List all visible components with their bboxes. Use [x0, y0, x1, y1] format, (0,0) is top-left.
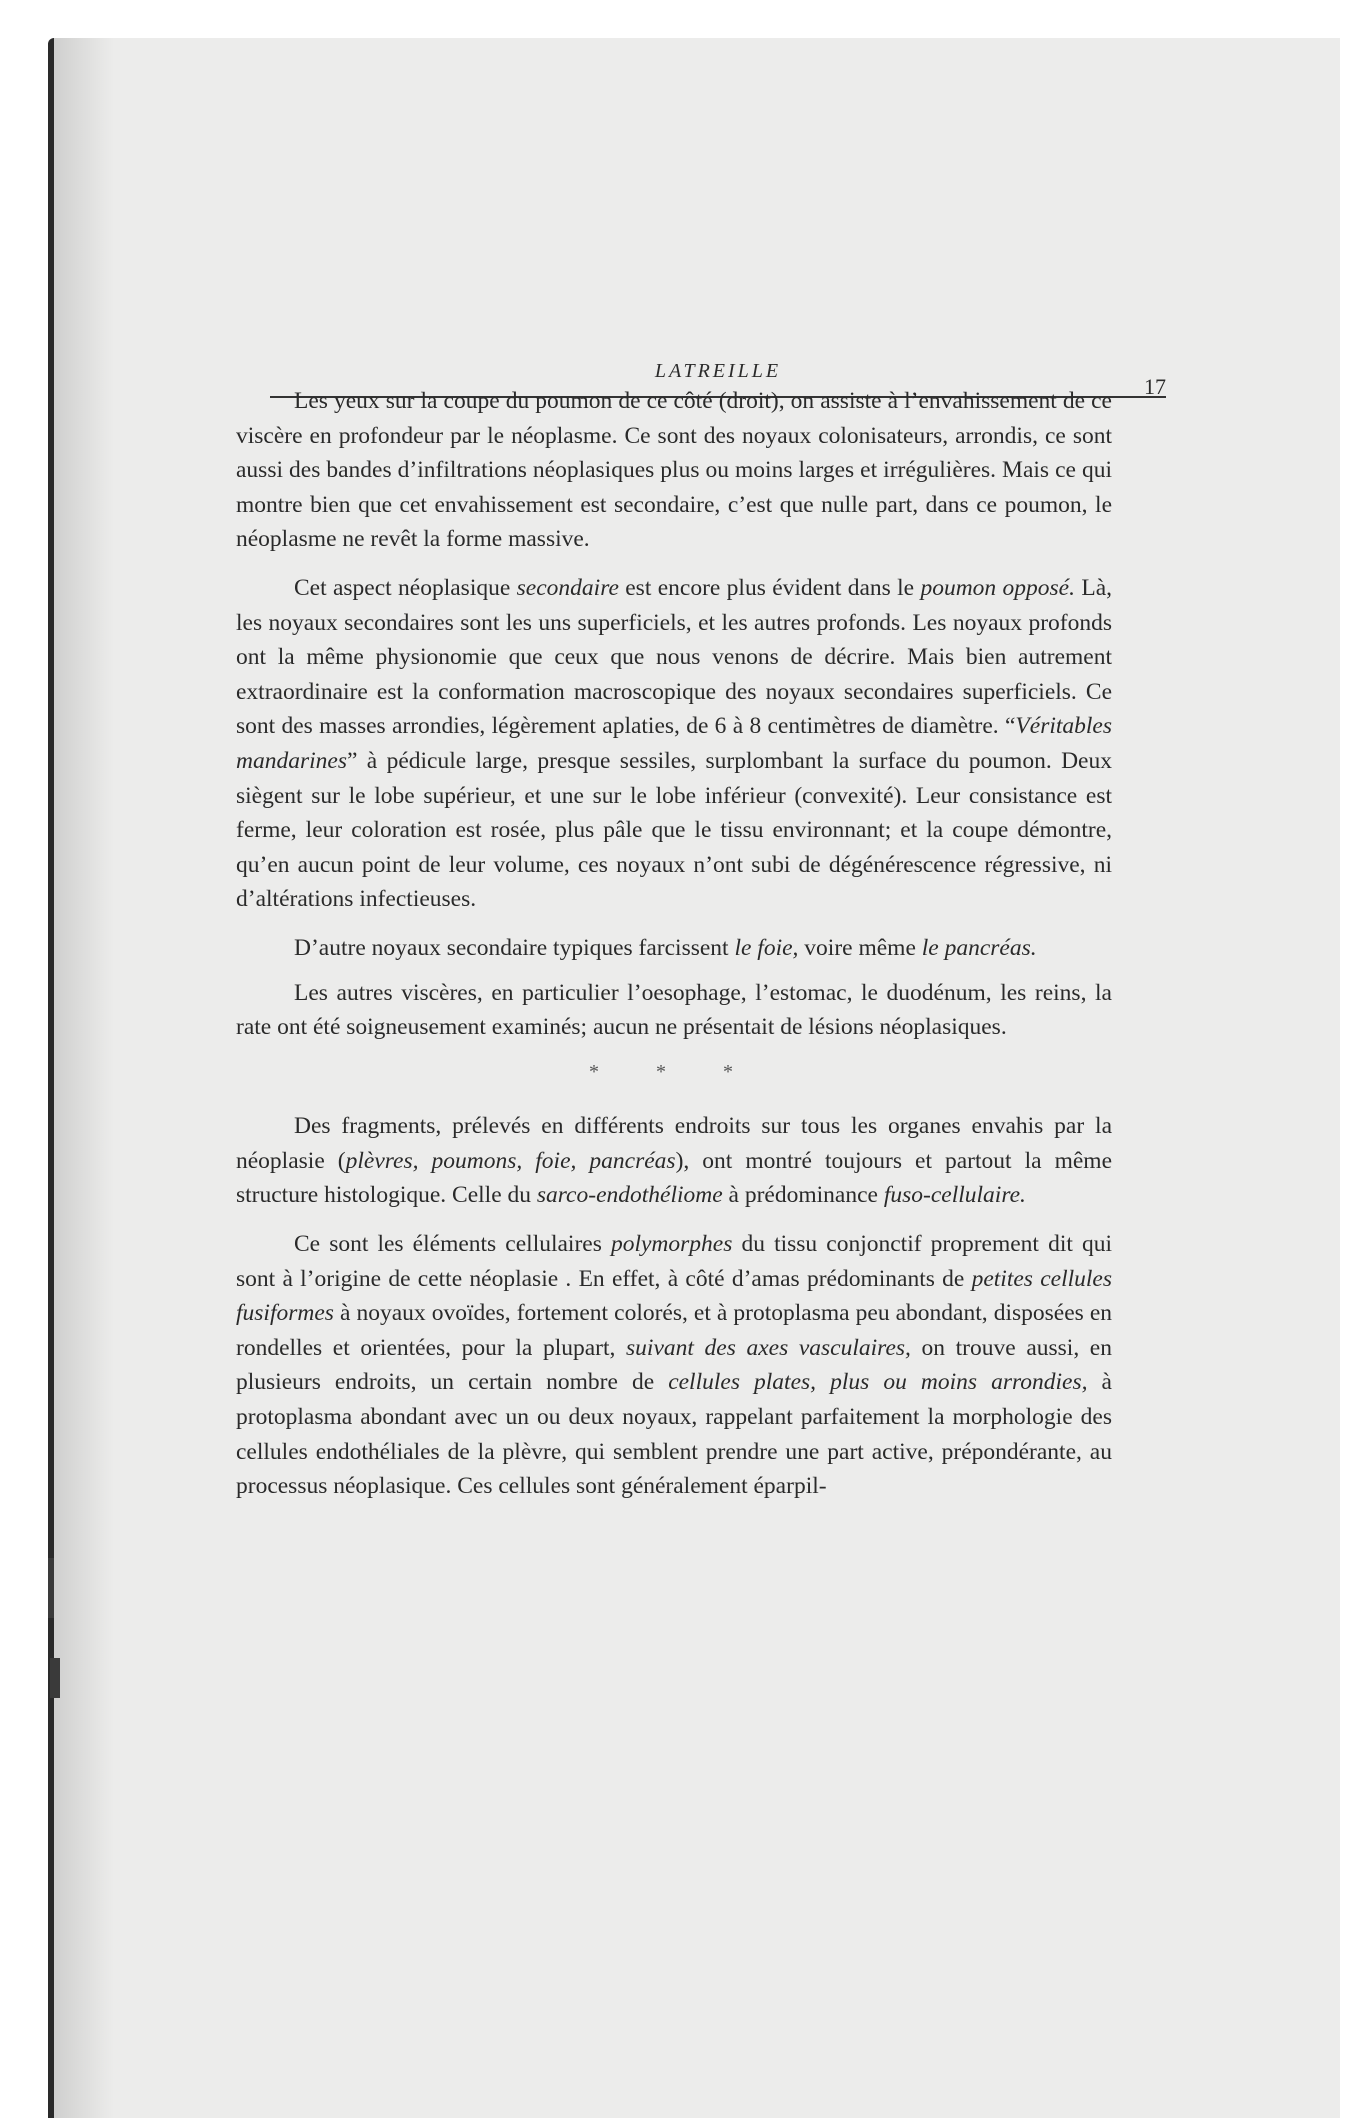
italic-run: sarco-endothéliome [536, 1182, 723, 1209]
text-run: ” à pédicule large, presque sessiles, surplombant la surface du poumon. Deux siègent sur le lobe supérieur, et une sur le lobe inférieur (convexité). Leur consistance est ferme, leur coloration est rosée, plus pâle que le tissu environnant; et la coupe démontre, qu’en aucun point de leur volume, ces noyaux n’ont subi de dégénérescence régressive, ni d’altérations infectieuses. [236, 747, 1112, 913]
paragraph [236, 931, 1112, 966]
text-run: Des fragments, prélevés en différents endroits sur tous les organes envahis par la néoplasie ( [236, 1113, 1112, 1174]
italic-run: petites cellules fusiformes [236, 1265, 1112, 1327]
text-run: Là, les noyaux secondaires sont les uns superficiels, et les autres profonds. Les noyaux profonds ont la même physionomie que ceux que nous venons de décrire. Mais bien autrement extraordinaire est la conformation macroscopique des noyaux secondaires superficiels. Ce sont des masses arrondies, légèrement aplaties, de 6 à 8 centimètres de diamètre. “ [236, 574, 1112, 740]
text-run: à noyaux ovoïdes, fortement colorés, et à protoplasma peu abondant, disposées en rondelles et orientées, pour la plupart, [236, 1300, 1112, 1361]
page-number: 17 [1144, 374, 1166, 399]
paragraph [236, 571, 1112, 917]
text-run: Ce sont les éléments cellulaires [294, 1231, 611, 1258]
text-run: à protoplasma abondant avec un ou deux noyaux, rappelant parfaitement la morphologie des cellules endothéliales de la plèvre, qui semblent prendre une part active, prépondérante, au processus néoplasique. Ces cellules sont généralement éparpil- [236, 1369, 1112, 1500]
text-run: voire même [798, 934, 922, 961]
text-run: Les autres viscères, en particulier l’oesophage, l’estomac, le duodénum, les reins, la rate ont été soigneusement examinés; aucun ne présentait de lésions néoplasiques. [236, 979, 1112, 1041]
text-run: Les yeux sur la coupe du poumon de ce côté (droit), on assiste à l’envahissement de ce viscère en profondeur par le néoplasme. Ce sont des noyaux colonisateurs, arrondis, ce sont aussi des bandes d’infiltrations néoplasiques plus ou moins larges et irrégulières. Mais ce qui montre bien que cet envahissement est secondaire, c’est que nulle part, dans ce poumon, le néoplasme ne revêt la forme massive. [236, 388, 1112, 553]
paragraph [236, 1227, 1112, 1504]
italic-run: poumon opposé. [920, 574, 1075, 601]
body-text [236, 384, 1112, 1518]
italic-run: suivant des axes vasculaires, [626, 1334, 911, 1361]
text-run: on trouve aussi, en plusieurs endroits, un certain nombre de [236, 1334, 1112, 1396]
paragraph [236, 976, 1112, 1045]
text-run: du tissu conjonctif proprement dit qui sont à l’origine de cette néoplasie . En effet, à côté d’amas prédominants de [236, 1231, 1113, 1292]
paragraph [236, 1109, 1112, 1213]
section-separator: * * * [589, 1060, 759, 1083]
italic-run: le pancréas. [921, 934, 1037, 961]
text-run: Cet aspect néoplasique [294, 574, 517, 601]
text-run: ), ont montré toujours et partout la même structure histologique. Celle du [236, 1147, 1113, 1209]
italic-run: secondaire [516, 574, 619, 601]
running-title: LATREILLE [654, 360, 782, 382]
italic-run: plèvres, poumons, foie, pancréas [345, 1147, 676, 1174]
italic-run: Véritables mandarines [236, 713, 1112, 774]
italic-run: le foie, [734, 934, 799, 961]
text-run: D’autre noyaux secondaire typiques farcissent [294, 934, 735, 961]
binding-shadow [54, 38, 114, 2118]
paragraph [236, 384, 1112, 557]
italic-run: cellules plates, plus ou moins arrondies, [668, 1369, 1088, 1396]
text-run: à prédominance [722, 1182, 884, 1209]
italic-run: polymorphes [610, 1231, 733, 1258]
text-run: est encore plus évident dans le [618, 574, 921, 601]
margin-mark [50, 1658, 60, 1698]
italic-run: fuso-cellulaire. [883, 1182, 1026, 1209]
margin-mark [48, 1558, 54, 1618]
